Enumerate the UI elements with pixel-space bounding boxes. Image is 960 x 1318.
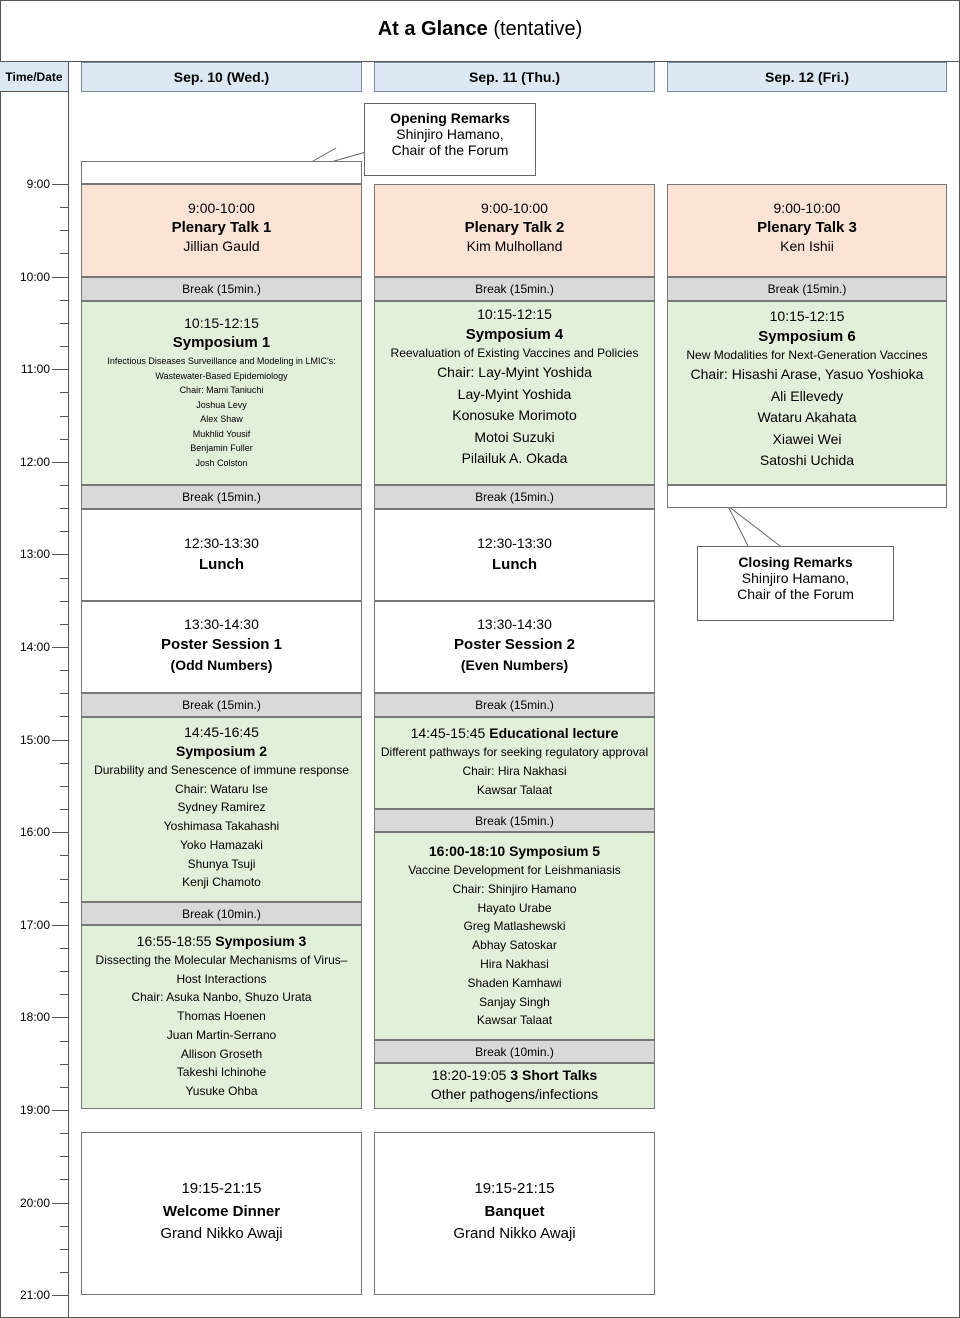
time-label: 21:00 <box>19 1288 50 1303</box>
lunch-d2-title: Lunch <box>492 556 537 573</box>
sym5-line: Hayato Urabe <box>477 900 552 915</box>
short-heading <box>375 1067 654 1083</box>
sym5-line: Abhay Satoskar <box>472 938 557 953</box>
break-d2-2: Break (15min.) <box>374 485 655 509</box>
symposium-4 <box>374 301 655 485</box>
sym1-line: Benjamin Fuller <box>190 443 253 453</box>
closing-title: Closing Remarks <box>738 554 853 570</box>
sym4-line: Pilailuk A. Okada <box>461 450 568 466</box>
sym5-line: Hira Nakhasi <box>480 956 549 971</box>
closing-role: Chair of the Forum <box>737 586 854 602</box>
sym6-title: Symposium 6 <box>758 328 856 345</box>
time-label: 12:00 <box>19 454 50 469</box>
short-talks <box>374 1063 655 1109</box>
banquet <box>374 1132 655 1295</box>
opening-remarks-callout <box>364 103 536 176</box>
sym5-time: 16:00-18:10 <box>428 843 506 859</box>
banquet-place: Grand Nikko Awaji <box>453 1225 576 1242</box>
opening-title: Opening Remarks <box>390 110 510 126</box>
sym3-line: Yusuke Ohba <box>185 1083 258 1098</box>
sym2-line: Shunya Tsuji <box>187 856 256 871</box>
dinner-time: 19:15-21:15 <box>181 1180 262 1197</box>
poster-session-2 <box>374 601 655 693</box>
sym3-line: Juan Martin-Serrano <box>166 1027 277 1042</box>
sym1-title: Symposium 1 <box>172 334 271 351</box>
sym3-line: Chair: Asuka Nanbo, Shuzo Urata <box>131 990 312 1005</box>
sym1-line: Joshua Levy <box>196 399 247 410</box>
lunch-d1-title: Lunch <box>199 556 244 573</box>
sym2-title: Symposium 2 <box>175 743 268 759</box>
time-label: 20:00 <box>19 1195 50 1210</box>
sym1-line: Alex Shaw <box>200 414 243 424</box>
closing-slot <box>667 485 947 508</box>
sym3-line: Thomas Hoenen <box>177 1009 266 1024</box>
sym5-heading <box>375 843 654 859</box>
sym3-line: Takeshi Ichinohe <box>176 1065 267 1080</box>
break-d2-1: Break (15min.) <box>374 277 655 301</box>
symposium-6 <box>667 301 947 485</box>
sym3-line: Dissecting the Molecular Mechanisms of Virus– <box>95 953 348 967</box>
plenary-2-time: 9:00-10:00 <box>481 200 548 216</box>
lunch-d1 <box>81 509 362 601</box>
plenary-1-speaker: Jillian Gauld <box>183 238 260 254</box>
time-label: 17:00 <box>19 917 50 932</box>
sym2-line: Yoshimasa Takahashi <box>163 819 280 834</box>
sym1-time: 10:15-12:15 <box>184 315 259 331</box>
time-label: 16:00 <box>19 825 50 840</box>
plenary-2-title: Plenary Talk 2 <box>464 219 565 236</box>
sym3-heading <box>82 933 361 949</box>
sym6-line: Xiawei Wei <box>772 430 842 447</box>
poster-session-1 <box>81 601 362 693</box>
time-label: 13:00 <box>19 547 50 562</box>
sym1-line: Josh Colston <box>195 457 248 468</box>
sym5-title: Symposium 5 <box>509 843 601 859</box>
break-d2-3: Break (15min.) <box>374 693 655 717</box>
sym4-time: 10:15-12:15 <box>477 306 552 322</box>
sym4-line: Lay-Myint Yoshida <box>457 385 572 402</box>
title-main: At a Glance <box>377 18 488 40</box>
sym1-line: Chair: Mami Taniuchi <box>179 385 264 395</box>
edu-line: Chair: Hira Nakhasi <box>462 764 567 778</box>
time-label: 9:00 <box>26 177 50 191</box>
plenary-2-speaker: Kim Mulholland <box>466 238 563 254</box>
plenary-3-time: 9:00-10:00 <box>773 200 841 216</box>
welcome-dinner <box>81 1132 362 1295</box>
poster-2-sub: (Even Numbers) <box>460 657 569 673</box>
day-header-thu: Sep. 11 (Thu.) <box>374 62 655 92</box>
sym6-line: Ali Ellevedy <box>770 387 844 404</box>
closing-name: Shinjiro Hamano, <box>741 570 850 586</box>
edu-line: Kawsar Talaat <box>476 783 553 797</box>
sym5-line: Chair: Shinjiro Hamano <box>452 881 577 896</box>
sym2-line: Durability and Senescence of immune response <box>94 763 349 777</box>
edu-heading <box>375 725 654 741</box>
break-d1-1: Break (15min.) <box>81 277 362 301</box>
sym2-line: Yoko Hamazaki <box>180 837 263 852</box>
poster-1-time: 13:30-14:30 <box>184 616 259 632</box>
day-header-wed: Sep. 10 (Wed.) <box>81 62 362 92</box>
sym5-line: Greg Matlashewski <box>463 919 566 934</box>
opening-name: Shinjiro Hamano, <box>396 126 504 142</box>
banquet-title: Banquet <box>484 1203 545 1220</box>
sym3-title: Symposium 3 <box>215 933 307 949</box>
sym1-line: Infectious Diseases Surveillance and Modeling in LMIC's: <box>107 356 336 366</box>
opening-slot <box>81 161 362 184</box>
short-sub: Other pathogens/infections <box>430 1086 599 1102</box>
sym3-line: Allison Groseth <box>180 1046 263 1061</box>
lunch-d1-time: 12:30-13:30 <box>184 535 259 551</box>
poster-2-time: 13:30-14:30 <box>477 616 552 632</box>
plenary-talk-2 <box>374 184 655 277</box>
symposium-1 <box>81 301 362 485</box>
sym5-line: Vaccine Development for Leishmaniasis <box>408 863 621 877</box>
day-header-fri: Sep. 12 (Fri.) <box>667 62 947 92</box>
plenary-1-title: Plenary Talk 1 <box>171 219 272 236</box>
opening-role: Chair of the Forum <box>391 142 509 158</box>
edu-title: Educational lecture <box>489 725 619 741</box>
break-d1-2: Break (15min.) <box>81 485 362 509</box>
sym2-line: Chair: Wataru Ise <box>175 781 268 796</box>
time-label: 15:00 <box>19 732 50 747</box>
sym6-line: Satoshi Uchida <box>759 452 855 468</box>
plenary-3-speaker: Ken Ishii <box>780 238 834 254</box>
sym2-line: Sydney Ramirez <box>177 800 266 815</box>
plenary-talk-3 <box>667 184 947 277</box>
sym6-time: 10:15-12:15 <box>769 308 845 324</box>
sym4-line: Motoi Suzuki <box>474 428 555 445</box>
poster-1-title: Poster Session 1 <box>161 636 282 653</box>
break-d2-4: Break (15min.) <box>374 809 655 832</box>
break-d2-5: Break (10min.) <box>374 1040 655 1063</box>
sym5-line: Shaden Kamhawi <box>467 975 562 990</box>
closing-remarks-callout <box>697 546 894 621</box>
short-time: 18:20-19:05 <box>431 1067 507 1083</box>
break-d1-3: Break (15min.) <box>81 693 362 717</box>
sym6-line: Wataru Akahata <box>757 409 857 425</box>
banquet-time: 19:15-21:15 <box>474 1180 555 1197</box>
sym2-time: 14:45-16:45 <box>184 724 259 740</box>
sym4-title: Symposium 4 <box>465 326 564 343</box>
sym3-time: 16:55-18:55 <box>136 933 212 949</box>
plenary-talk-1 <box>81 184 362 277</box>
sym1-line: Mukhlid Yousif <box>192 428 251 439</box>
symposium-2 <box>81 717 362 902</box>
time-date-header: Time/Date <box>0 62 69 92</box>
sym4-line: Konosuke Morimoto <box>452 407 577 423</box>
time-label: 10:00 <box>19 269 50 284</box>
sym2-line: Kenji Chamoto <box>182 875 261 890</box>
lunch-d2 <box>374 509 655 601</box>
sym6-line: Chair: Hisashi Arase, Yasuo Yoshioka <box>690 366 924 382</box>
dinner-place: Grand Nikko Awaji <box>160 1225 283 1242</box>
time-label: 19:00 <box>19 1103 50 1117</box>
educational-lecture <box>374 717 655 809</box>
time-label: 11:00 <box>20 362 50 377</box>
sym4-line: Chair: Lay-Myint Yoshida <box>437 364 592 380</box>
plenary-3-title: Plenary Talk 3 <box>757 219 857 236</box>
break-d3-1: Break (15min.) <box>667 277 947 301</box>
dinner-title: Welcome Dinner <box>162 1203 281 1220</box>
time-label: 14:00 <box>19 640 50 654</box>
sym5-line: Kawsar Talaat <box>476 1013 553 1028</box>
poster-1-sub: (Odd Numbers) <box>170 657 273 673</box>
plenary-1-time: 9:00-10:00 <box>188 200 255 216</box>
poster-2-title: Poster Session 2 <box>454 636 575 653</box>
edu-line: Different pathways for seeking regulatory approval <box>380 745 649 759</box>
sym5-line: Sanjay Singh <box>479 994 550 1009</box>
sym6-topic: New Modalities for Next-Generation Vaccines <box>686 348 928 362</box>
sym1-line: Wastewater-Based Epidemiology <box>155 370 288 381</box>
symposium-3 <box>81 925 362 1109</box>
short-title: 3 Short Talks <box>510 1067 598 1083</box>
lunch-d2-time: 12:30-13:30 <box>477 535 552 551</box>
time-label: 18:00 <box>19 1010 50 1025</box>
sym3-line: Host Interactions <box>176 971 267 986</box>
break-d1-4: Break (10min.) <box>81 902 362 925</box>
sym4-topic: Reevaluation of Existing Vaccines and Policies <box>390 346 639 360</box>
edu-time: 14:45-15:45 <box>410 725 486 741</box>
symposium-5 <box>374 832 655 1040</box>
title-sub: (tentative) <box>493 18 583 40</box>
